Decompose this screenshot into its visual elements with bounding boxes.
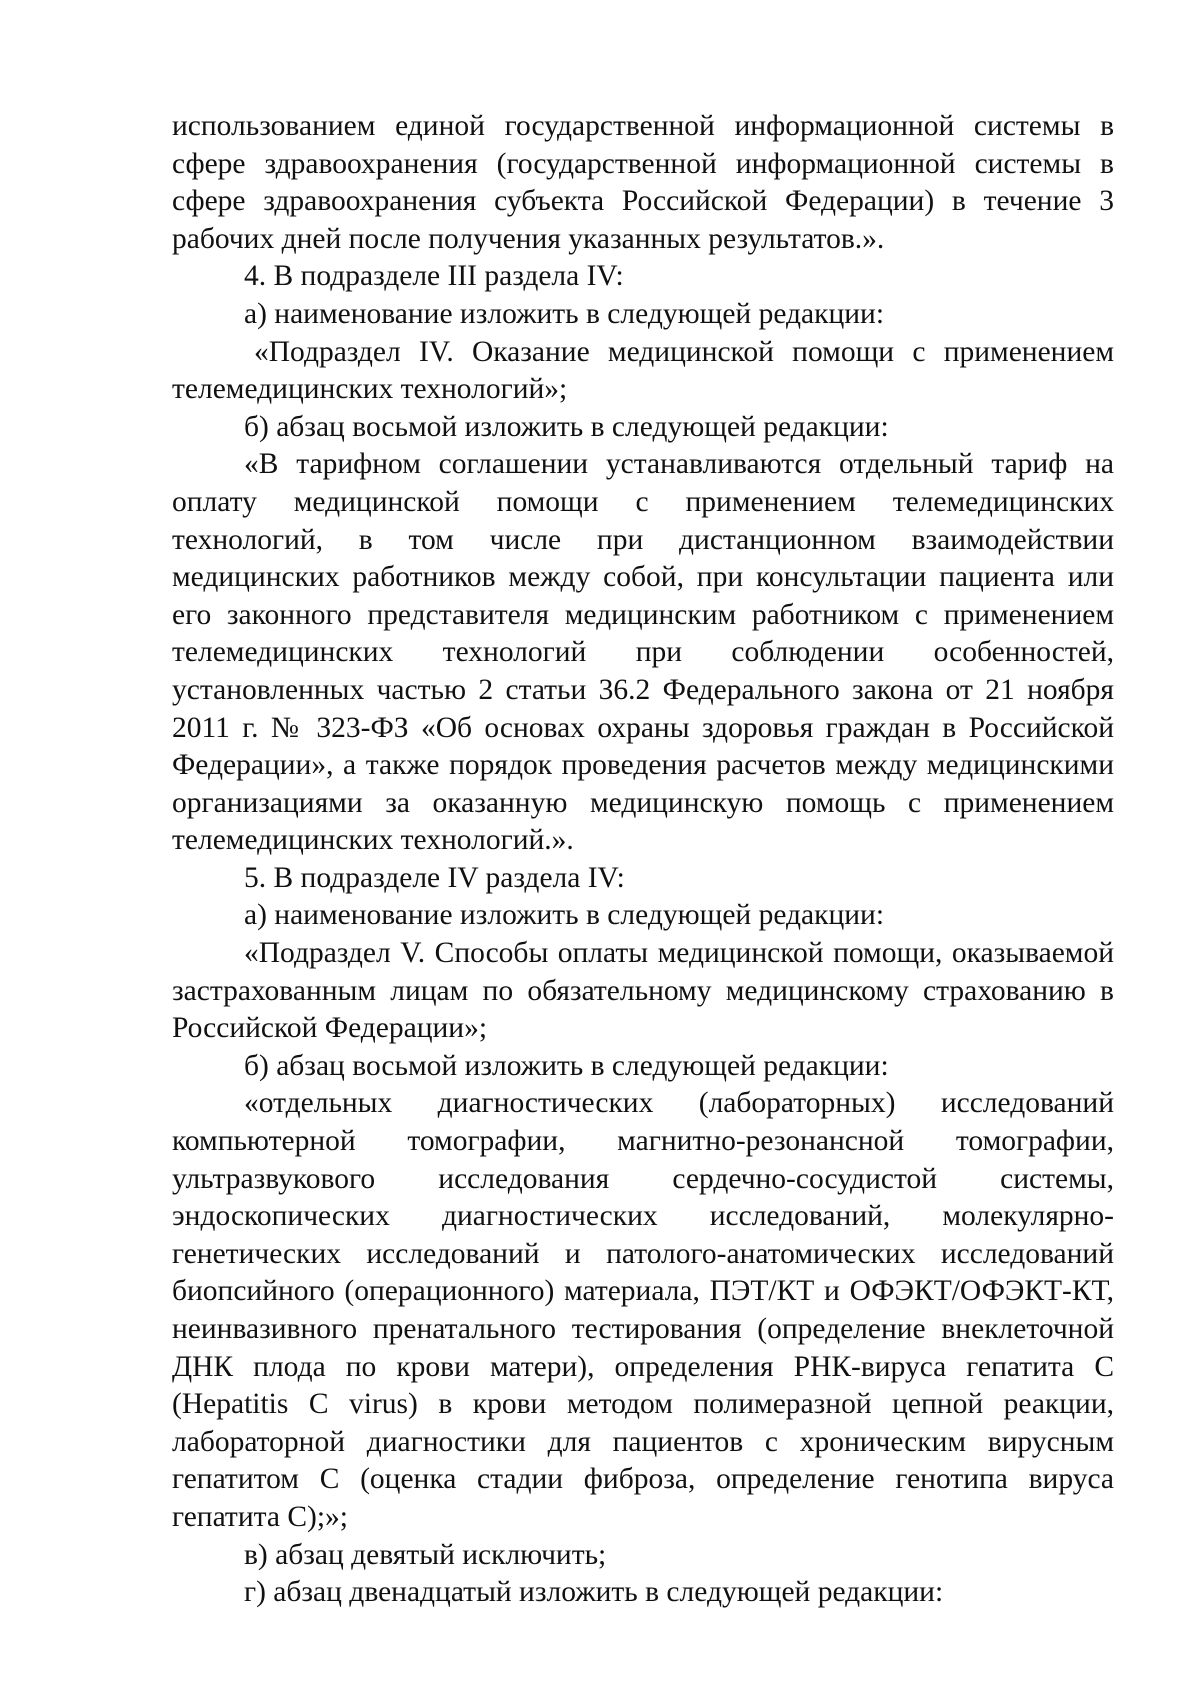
- paragraph-item-4b: б) абзац восьмой изложить в следующей редакции:: [244, 410, 889, 443]
- paragraph-item-5v: в) абзац девятый исключить;: [244, 1538, 607, 1571]
- paragraph-quote-diagnostics: «отдельных диагностических (лабораторных) исследований компьютерной томографии, магнитно-резонансной томографии, ультразвукового исследования сердечно-сосудистой системы, эндоскопических диагностических исследований, молекулярно-генетических исследований и патолого-анатомических исследований биопсийного (операционного) материала, ПЭТ/КТ и ОФЭКТ/ОФЭКТ-КТ, неинвазивного пренатального тестирования (определение внеклеточной ДНК плода по крови матери), определения РНК-вируса гепатита С (Hepatitis С virus) в крови методом полимеразной цепной реакции, лабораторной диагностики для пациентов с хроническим вирусным гепатитом С (оценка стадии фиброза, определение генотипа вируса гепатита С);»;: [172, 1087, 1114, 1533]
- paragraph-quote-subsection-iv: «Подраздел IV. Оказание медицинской помощи с применением телемедицинских технологий»;: [172, 335, 1114, 406]
- paragraph-item-5b: б) абзац восьмой изложить в следующей редакции:: [244, 1049, 889, 1082]
- paragraph-continuation: использованием единой государственной информационной системы в сфере здравоохранения (государственной информационной системы в сфере здравоохранения субъекта Российской Федерации) в течение 3 рабочих дней после получения указанных результатов.».: [172, 110, 1114, 255]
- paragraph-item-5a: а) наименование изложить в следующей редакции:: [244, 899, 885, 932]
- paragraph-quote-tariff: «В тарифном соглашении устанавливаются отдельный тариф на оплату медицинской помощи с применением телемедицинских технологий, в том числе при дистанционном взаимодействии медицинских работников между собой, при консультации пациента или его законного представителя медицинским работником с применением телемедицинских технологий при соблюдении особенностей, установленных частью 2 статьи 36.2 Федерального закона от 21 ноября 2011 г. № 323-ФЗ «Об основах охраны здоровья граждан в Российской Федерации», а также порядок проведения расчетов между медицинскими организациями за оказанную медицинскую помощь с применением телемедицинских технологий.».: [172, 448, 1114, 857]
- paragraph-item-5g: г) абзац двенадцатый изложить в следующей редакции:: [244, 1576, 944, 1609]
- paragraph-item-4: 4. В подразделе III раздела IV:: [244, 260, 624, 293]
- document-body: [172, 108, 1114, 1612]
- paragraph-quote-subsection-v: «Подраздел V. Способы оплаты медицинской помощи, оказываемой застрахованным лицам по обязательному медицинскому страхованию в Российской Федерации»;: [172, 937, 1114, 1045]
- paragraph-item-5: 5. В подразделе IV раздела IV:: [244, 861, 625, 894]
- paragraph-item-4a: а) наименование изложить в следующей редакции:: [244, 297, 885, 330]
